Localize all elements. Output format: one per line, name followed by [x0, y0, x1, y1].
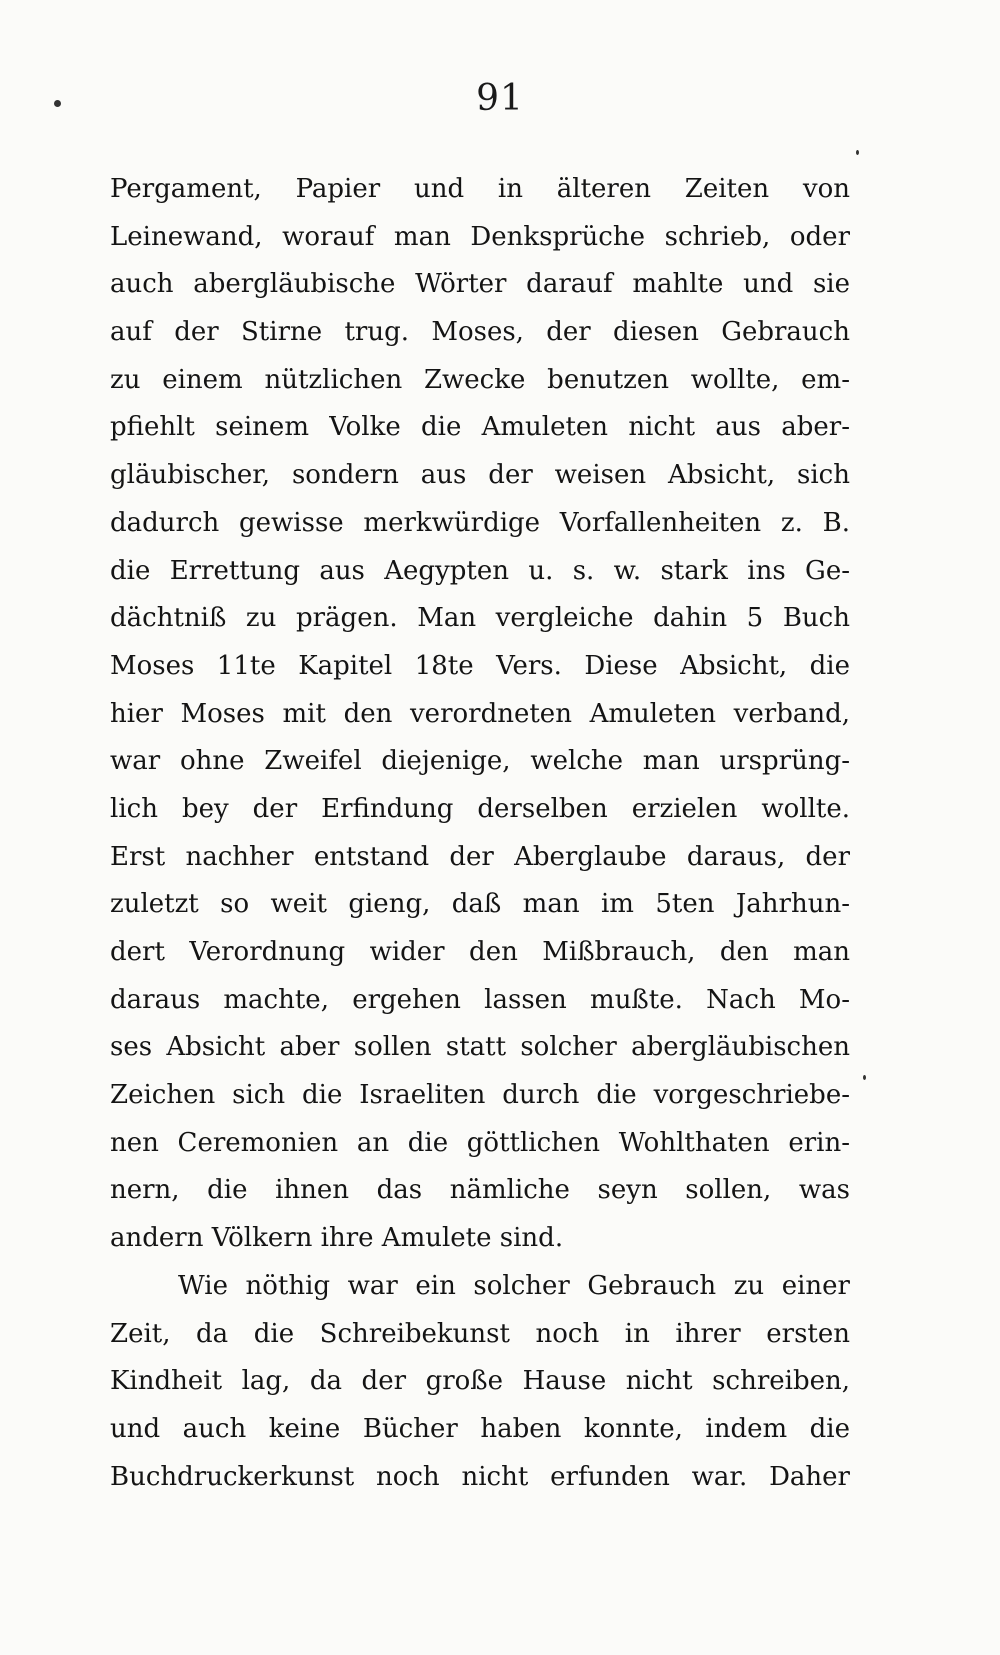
text-line: Zeichen sich die Israeliten durch die vorgeschriebe-	[110, 1080, 850, 1111]
ink-speck	[856, 150, 859, 155]
text-line: auch abergläubische Wörter darauf mahlte und sie	[110, 269, 850, 300]
text-line: dert Verordnung wider den Mißbrauch, den man	[110, 937, 850, 967]
text-line: Buchdruckerkunst noch nicht erfunden war. Daher	[110, 1461, 850, 1492]
text-line: Pergament, Papier und in älteren Zeiten von	[110, 174, 850, 204]
text-line: Zeit, da die Schreibekunst noch in ihrer ersten	[110, 1318, 850, 1349]
text-line: zu einem nützlichen Zwecke benutzen wollte, em-	[110, 364, 850, 395]
text-line: pfiehlt seinem Volke die Amuleten nicht aus aber-	[110, 412, 850, 443]
text-line: lich bey der Erfindung derselben erzielen wollte.	[110, 793, 850, 824]
text-line: nen Ceremonien an die göttlichen Wohlthaten erin-	[110, 1127, 850, 1158]
text-line: Kindheit lag, da der große Hause nicht schreiben,	[110, 1366, 850, 1397]
text-line: Moses 11te Kapitel 18te Vers. Diese Absicht, die	[110, 650, 850, 681]
text-line: hier Moses mit den verordneten Amuleten verband,	[110, 698, 850, 729]
body-text	[110, 166, 850, 1501]
text-line: dadurch gewisse merkwürdige Vorfallenheiten z. B.	[110, 507, 850, 538]
text-line: daraus machte, ergehen lassen mußte. Nach Mo-	[110, 984, 850, 1015]
text-line: nern, die ihnen das nämliche seyn sollen, was	[110, 1175, 850, 1206]
ink-speck	[863, 1075, 866, 1080]
text-line: Erst nachher entstand der Aberglaube daraus, der	[110, 841, 850, 872]
text-line: zuletzt so weit gieng, daß man im 5ten Jahrhun-	[110, 889, 850, 920]
text-line: ses Absicht aber sollen statt solcher abergläubischen	[110, 1032, 850, 1063]
text-line: andern Völkern ihre Amulete sind.	[110, 1223, 564, 1254]
text-line: und auch keine Bücher haben konnte, indem die	[110, 1413, 850, 1444]
text-line: gläubischer, sondern aus der weisen Absicht, sich	[110, 460, 850, 491]
text-line: die Errettung aus Aegypten u. s. w. stark ins Ge-	[110, 555, 850, 586]
paragraph	[110, 1263, 850, 1501]
page-number: 91	[476, 78, 524, 119]
text-line: Wie nöthig war ein solcher Gebrauch zu einer	[178, 1270, 850, 1301]
text-line: auf der Stirne trug. Moses, der diesen Gebrauch	[110, 317, 850, 348]
text-line: Leinewand, worauf man Denksprüche schrieb, oder	[110, 221, 850, 252]
paragraph	[110, 166, 850, 1263]
text-line: dächtniß zu prägen. Man vergleiche dahin 5 Buch	[110, 603, 850, 634]
text-line: war ohne Zweifel diejenige, welche man ursprüng-	[110, 746, 850, 777]
